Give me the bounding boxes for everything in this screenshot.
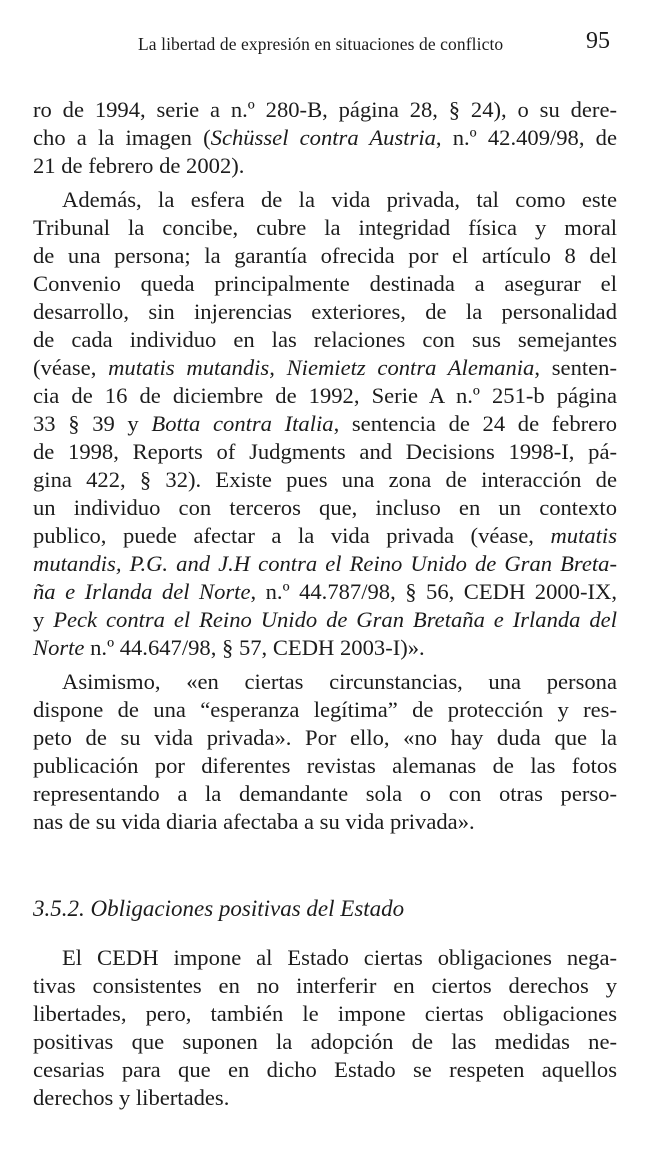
- text-span: , n.º 42.409/98, de: [435, 125, 617, 150]
- text-line: dispone de una “esperanza legítima” de protección y res-: [33, 697, 617, 722]
- text-line: El CEDH impone al Estado ciertas obligaciones nega-: [62, 945, 617, 970]
- text-span: n.º 44.647/98, § 57, CEDH 2003-I)».: [84, 635, 425, 660]
- text-line: ro de 1994, serie a n.º 280-B, página 28, § 24), o su dere-: [33, 97, 617, 122]
- italic-case-name: mutatis mutandis, Niemietz contra Alemania: [108, 355, 535, 380]
- text-line: derechos y libertades.: [33, 1085, 230, 1110]
- section-heading: 3.5.2. Obligaciones positivas del Estado: [33, 896, 405, 921]
- italic-text: mutatis: [550, 523, 617, 548]
- text-line: [33, 634, 617, 662]
- text-line: 21 de febrero de 2002).: [33, 153, 245, 178]
- text-span: (véase,: [33, 355, 109, 380]
- text-line: libertades, pero, también le impone ciertas obligaciones: [33, 1001, 617, 1026]
- text-line: de una persona; la garantía ofrecida por el artículo 8 del: [33, 243, 617, 268]
- italic-case-name: ña e Irlanda del Norte: [33, 579, 251, 604]
- text-line: representando a la demandante sola o con otras perso-: [33, 781, 617, 806]
- text-line: Además, la esfera de la vida privada, tal como este: [62, 187, 617, 212]
- italic-case-name: Peck contra el Reino Unido de Gran Bretaña e Irlanda del: [53, 607, 617, 632]
- text-line: positivas que suponen la adopción de las medidas ne-: [33, 1029, 617, 1054]
- italic-case-name: Norte: [33, 635, 85, 660]
- text-line: Asimismo, «en ciertas circunstancias, una persona: [62, 669, 617, 694]
- text-line: desarrollo, sin injerencias exteriores, de la personalidad: [33, 299, 617, 324]
- text-line: peto de su vida privada». Por ello, «no hay duda que la: [33, 725, 617, 750]
- text-line: publicación por diferentes revistas alemanas de las fotos: [33, 753, 617, 778]
- text-span: cho a la imagen (: [33, 125, 211, 150]
- text-span: 33 § 39 y: [33, 411, 152, 436]
- text-line: gina 422, § 32). Existe pues una zona de interacción de: [33, 467, 617, 492]
- text-line: de 1998, Reports of Judgments and Decisions 1998-I, pá-: [33, 439, 617, 464]
- text-line: cia de 16 de diciembre de 1992, Serie A n.º 251-b página: [33, 383, 617, 408]
- text-span: , sentencia de 24 de febrero: [333, 411, 617, 436]
- text-line: [33, 578, 617, 606]
- italic-case-name: mutandis, P.G. and J.H contra el Reino Unido de Gran Breta-: [33, 551, 617, 576]
- text-line: un individuo con terceros que, incluso en un contexto: [33, 495, 617, 520]
- text-line: nas de su vida diaria afectaba a su vida privada».: [33, 809, 475, 834]
- text-line: tivas consistentes en no interferir en ciertos derechos y: [33, 973, 617, 998]
- italic-case-name: Botta contra Italia: [151, 411, 334, 436]
- text-line: [33, 550, 617, 578]
- text-line: [33, 124, 617, 152]
- page-number: 95: [586, 28, 610, 54]
- text-span: , senten-: [534, 355, 617, 380]
- text-line: [33, 522, 617, 550]
- text-line: Convenio queda principalmente destinada a asegurar el: [33, 271, 617, 296]
- italic-case-name: Schüssel contra Austria: [210, 125, 436, 150]
- text-span: y: [33, 607, 54, 632]
- text-line: [33, 354, 617, 382]
- text-span: publico, puede afectar a la vida privada (véase,: [33, 523, 551, 548]
- running-header-title: La libertad de expresión en situaciones de conflicto: [138, 34, 504, 54]
- text-line: Tribunal la concibe, cubre la integridad física y moral: [33, 215, 617, 240]
- text-line: de cada individuo en las relaciones con sus semejantes: [33, 327, 617, 352]
- text-span: , n.º 44.787/98, § 56, CEDH 2000-IX,: [250, 579, 617, 604]
- text-line: [33, 606, 617, 634]
- text-line: cesarias para que en dicho Estado se respeten aquellos: [33, 1057, 617, 1082]
- text-line: [33, 410, 617, 438]
